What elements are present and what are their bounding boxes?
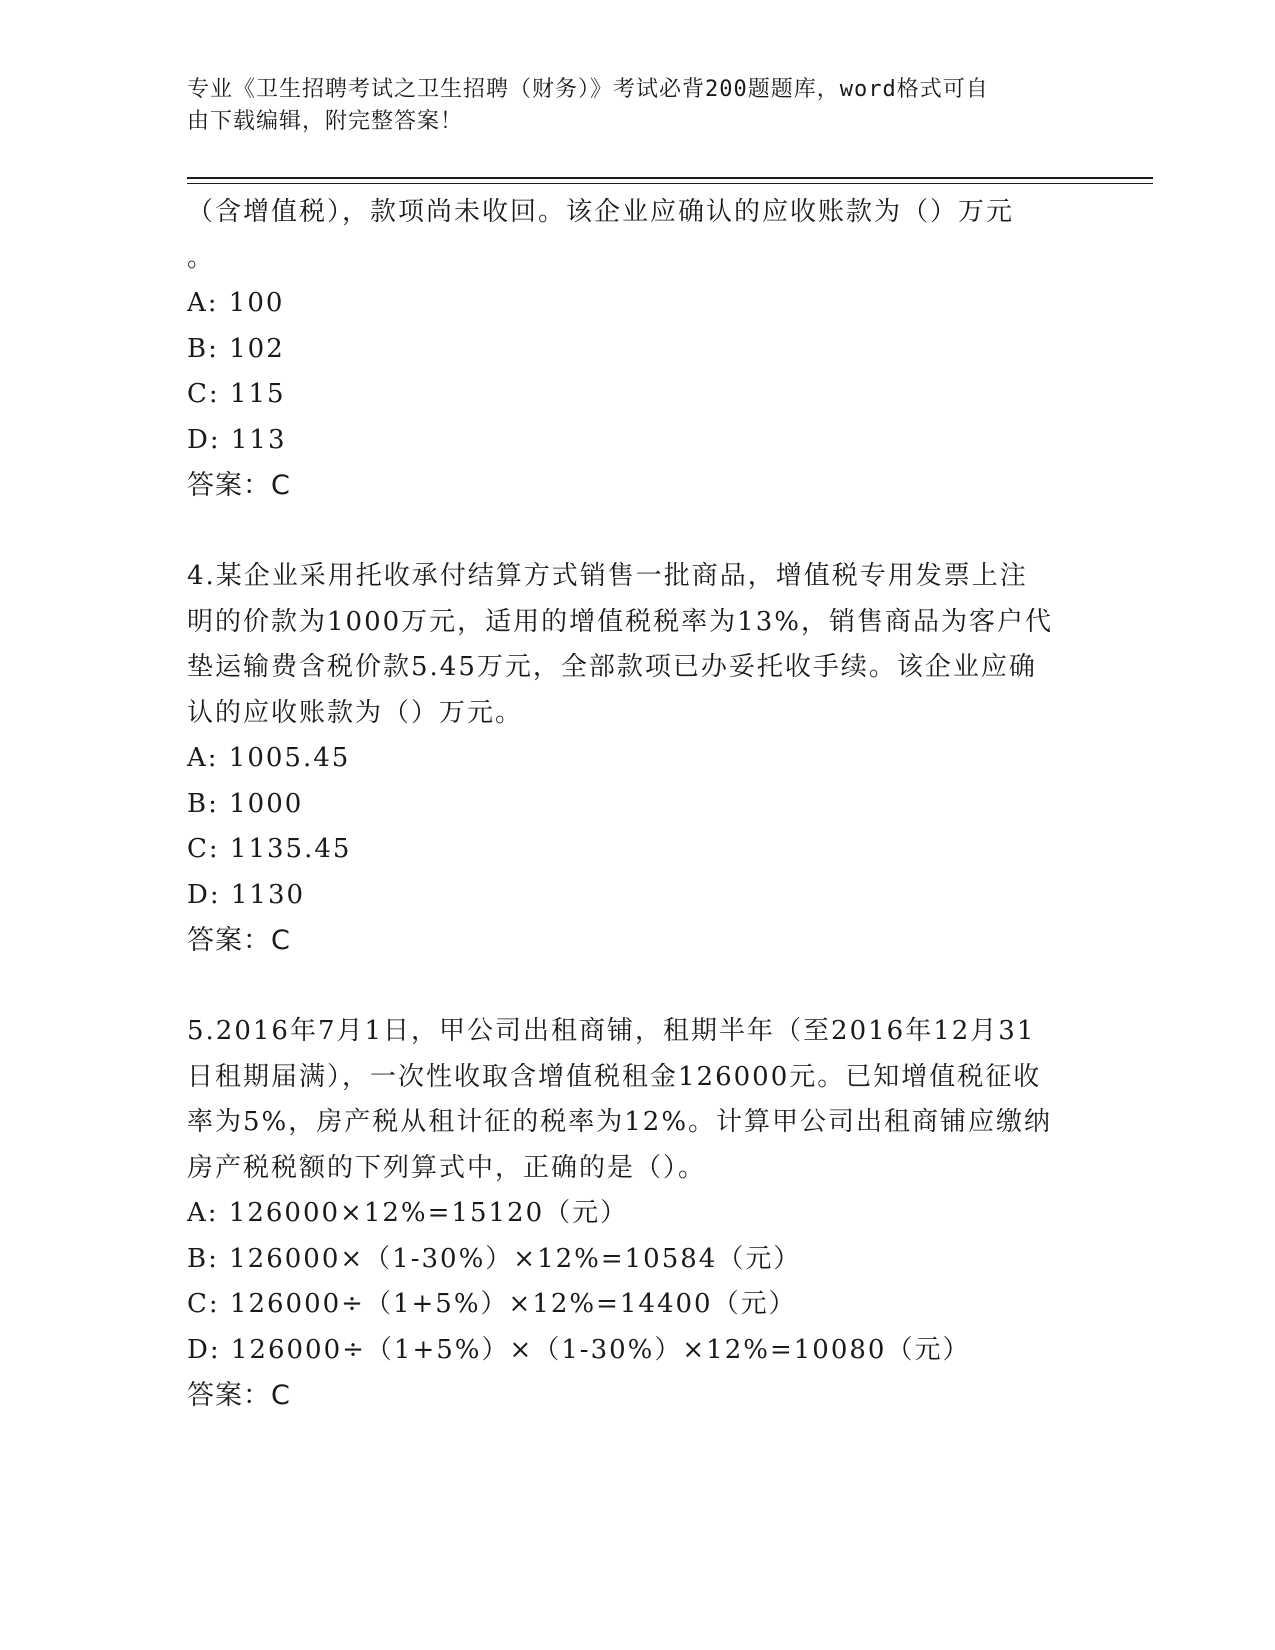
header-line-2: 由下载编辑，附完整答案！	[187, 109, 464, 134]
question-stem-line: 日租期届满），一次性收取含增值税租金126000元。已知增值税征收	[187, 1061, 1042, 1092]
header-line-1: 专业《卫生招聘考试之卫生招聘（财务）》考试必背200题题库，word格式可自	[187, 77, 989, 102]
answer-line: 答案：C	[187, 1380, 291, 1411]
question-stem-line: 5.2016年7月1日，甲公司出租商铺，租期半年（至2016年12月31	[187, 1016, 1036, 1046]
question-stem-line: 房产税税额的下列算式中，正确的是（）。	[187, 1152, 707, 1183]
option-d: D: 1130	[187, 879, 306, 910]
question-5	[187, 1009, 1087, 1419]
option-b: B: 102	[187, 333, 285, 364]
header-rule-thick	[187, 177, 1153, 179]
option-a: A: 1005.45	[187, 743, 351, 773]
option-c: C: 115	[187, 379, 286, 409]
question-spacer	[187, 509, 1087, 555]
question-stem-line: （含增值税），款项尚未收回。该企业应确认的应收账款为（）万元	[187, 197, 1015, 227]
question-stem-line: 明的价款为1000万元，适用的增值税税率为13%，销售商品为客户代	[187, 606, 1053, 637]
option-d: D: 126000÷（1+5%）×（1-30%）×12%=10080（元）	[187, 1334, 971, 1365]
option-c: C: 126000÷（1+5%）×12%=14400（元）	[187, 1289, 797, 1319]
option-b: B: 1000	[187, 788, 304, 819]
question-stem-line: 。	[187, 242, 216, 273]
option-d: D: 113	[187, 424, 287, 455]
question-3	[187, 190, 1087, 509]
document-header	[187, 74, 1087, 138]
document-body	[187, 190, 1087, 1419]
question-4	[187, 554, 1087, 964]
option-c: C: 1135.45	[187, 834, 352, 864]
answer-line: 答案：C	[187, 470, 291, 501]
question-stem-line: 4.某企业采用托收承付结算方式销售一批商品，增值税专用发票上注	[187, 561, 1028, 591]
question-spacer	[187, 964, 1087, 1010]
option-a: A: 100	[187, 288, 285, 318]
question-stem-line: 垫运输费含税价款5.45万元，全部款项已办妥托收手续。该企业应确	[187, 652, 1037, 682]
question-stem-line: 率为5%，房产税从租计征的税率为12%。计算甲公司出租商铺应缴纳	[187, 1107, 1053, 1137]
header-rule-thin	[187, 183, 1153, 184]
question-stem-line: 认的应收账款为（）万元。	[187, 697, 524, 728]
answer-line: 答案：C	[187, 925, 291, 956]
option-b: B: 126000×（1-30%）×12%=10584（元）	[187, 1243, 802, 1274]
option-a: A: 126000×12%=15120（元）	[187, 1198, 629, 1228]
